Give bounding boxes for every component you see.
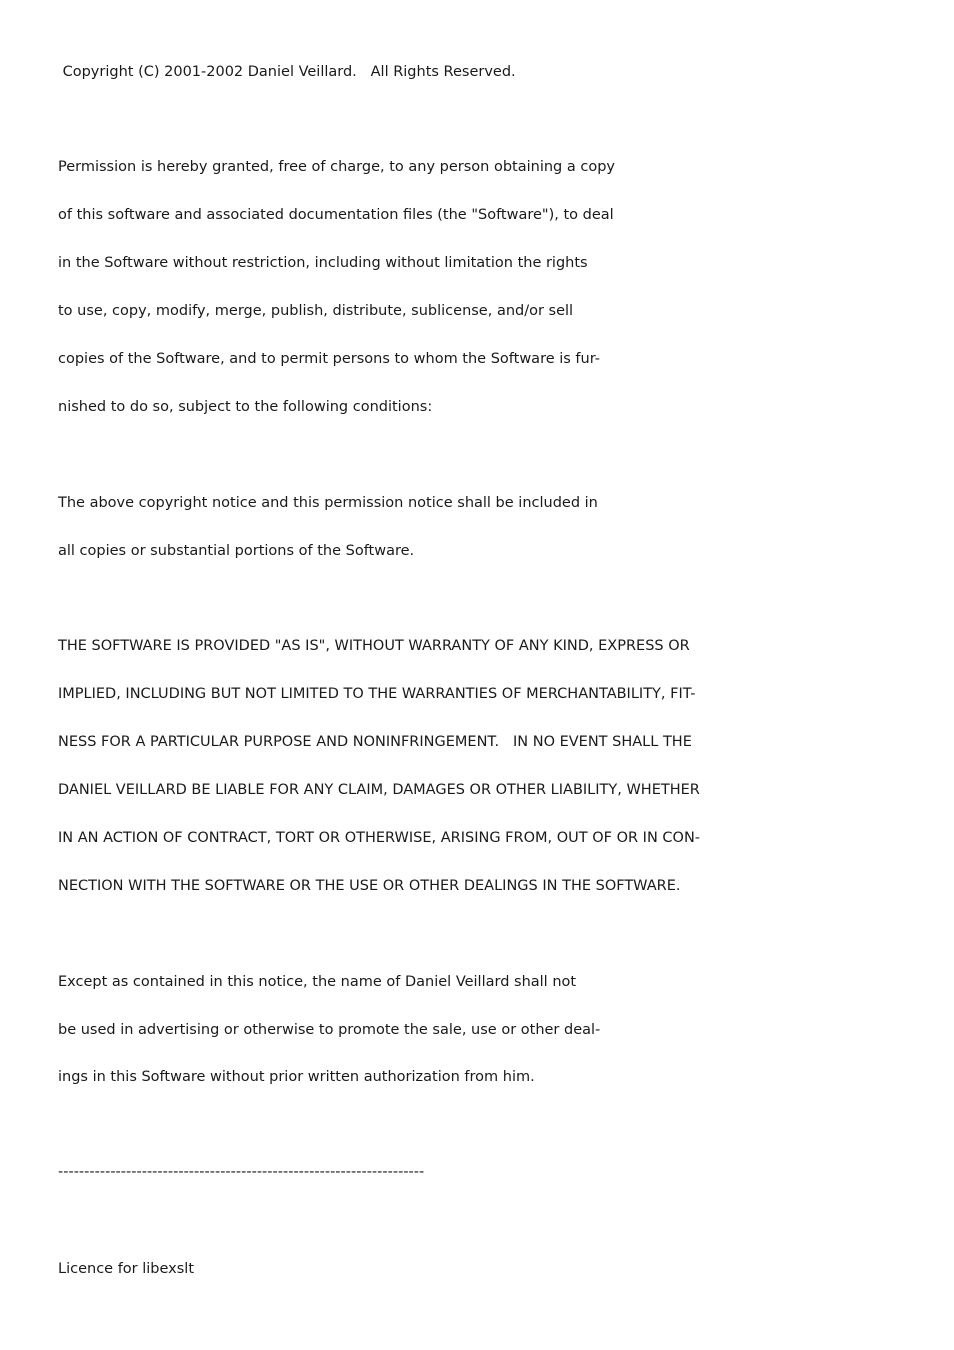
text-line: NESS FOR A PARTICULAR PURPOSE AND NONINFRINGEMENT. IN NO EVENT SHALL THE xyxy=(58,734,692,750)
text-line: in the Software without restriction, including without limitation the rights xyxy=(58,255,588,271)
text-line: THE SOFTWARE IS PROVIDED "AS IS", WITHOUT WARRANTY OF ANY KIND, EXPRESS OR xyxy=(58,638,690,654)
text-line: nished to do so, subject to the following conditions: xyxy=(58,399,433,415)
text-line: NECTION WITH THE SOFTWARE OR THE USE OR OTHER DEALINGS IN THE SOFTWARE. xyxy=(58,878,681,894)
text-line: all copies or substantial portions of the Software. xyxy=(58,543,415,559)
text-line: Permission is hereby granted, free of charge, to any person obtaining a copy xyxy=(58,159,615,175)
text-line: of this software and associated documentation files (the "Software"), to deal xyxy=(58,207,614,223)
text-line: copies of the Software, and to permit persons to whom the Software is fur- xyxy=(58,351,600,367)
text-line: DANIEL VEILLARD BE LIABLE FOR ANY CLAIM, DAMAGES OR OTHER LIABILITY, WHETHER xyxy=(58,782,700,798)
separator-line: ---------------------------------------------------------------------- xyxy=(58,1164,425,1180)
text-line: Except as contained in this notice, the name of Daniel Veillard shall not xyxy=(58,974,577,990)
copyright-line: Copyright (C) 2001-2002 Daniel Veillard. All Rights Reserved. xyxy=(58,64,516,80)
text-line: ings in this Software without prior written authorization from him. xyxy=(58,1069,535,1085)
text-line: The above copyright notice and this permission notice shall be included in xyxy=(58,495,598,511)
text-line: be used in advertising or otherwise to promote the sale, use or other deal- xyxy=(58,1022,601,1038)
text-line: IMPLIED, INCLUDING BUT NOT LIMITED TO THE WARRANTIES OF MERCHANTABILITY, FIT- xyxy=(58,686,696,702)
section-heading: Licence for libexslt xyxy=(58,1261,195,1277)
text-line: to use, copy, modify, merge, publish, distribute, sublicense, and/or sell xyxy=(58,303,574,319)
text-line: IN AN ACTION OF CONTRACT, TORT OR OTHERWISE, ARISING FROM, OUT OF OR IN CON- xyxy=(58,830,701,846)
